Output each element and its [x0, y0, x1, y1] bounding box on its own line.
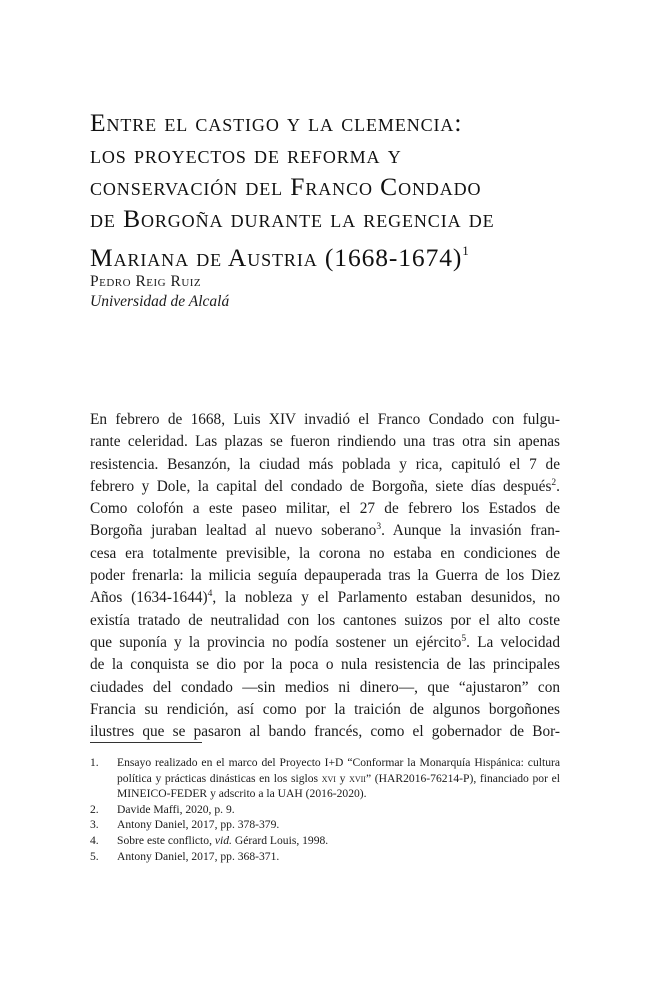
- body-line: ilustres que se pasaron al bando francés, como el gobernador de Bor-: [90, 723, 560, 741]
- body-line: En febrero de 1668, Luis XIV invadió el Franco Condado con fulgu-: [90, 411, 560, 428]
- footnote-ref[interactable]: 5: [461, 633, 467, 644]
- body-line: [90, 520, 560, 542]
- body-line: resistencia. Besanzón, la ciudad más poblada y rica, capituló el 7 de: [90, 455, 560, 473]
- body-line: rante celeridad. Las plazas se fueron rindiendo una tras otra sin apenas: [90, 433, 560, 451]
- body-line: de la conquista se dio por la poca o nula resistencia de las principales: [90, 656, 560, 674]
- footnote: [90, 802, 560, 818]
- author-affiliation: Universidad de Alcalá: [90, 293, 230, 310]
- body-line: poder frenarla: la milicia seguía depauperada tras la Guerra de los Diez: [90, 567, 560, 585]
- body-text-segment: . La velocidad: [466, 633, 560, 651]
- footnote: [90, 817, 560, 833]
- footnote-text: [117, 833, 560, 849]
- footnote-text-segment: Ensayo realizado en el marco del Proyecto I+D “Conformar la Monarquía Hispánica: cultura política y prácticas dinásticas en los siglos: [117, 756, 560, 785]
- footnote-ref[interactable]: 2: [551, 477, 557, 488]
- footnote-text: Davide Maffi, 2020, p. 9.: [117, 802, 235, 816]
- body-line: cesa era totalmente previsible, la corona no estaba en condiciones de: [90, 544, 560, 562]
- footnote: [90, 755, 560, 802]
- body-text-segment: .: [556, 477, 560, 495]
- body-text-segment: Borgoña juraban lealtad al nuevo soberano: [90, 522, 377, 540]
- title-line: de Borgoña durante la regencia de: [90, 204, 495, 233]
- footnotes: [90, 755, 560, 864]
- footnote-number: 4.: [90, 833, 99, 847]
- footnote-number: 5.: [90, 849, 99, 863]
- body-text-segment: febrero y Dole, la capital del condado de Borgoña, siete días después: [90, 477, 552, 495]
- footnote-text-segment: Sobre este conflicto,: [117, 833, 215, 847]
- footnote-text: [117, 755, 560, 802]
- footnote-number: 2.: [90, 802, 99, 816]
- footnote-text-segment: ” (HAR2016-76214-P), financiado por el MINEICO-FEDER y adscrito a la UAH (2016-2020).: [117, 771, 560, 801]
- author-name: Pedro Reig Ruiz: [90, 273, 202, 290]
- body-paragraph: [90, 409, 560, 743]
- footnote-text-segment: Gérard Louis, 1998.: [231, 833, 329, 847]
- body-line: existía tratado de neutralidad con los cantones suizos por el alto coste: [90, 611, 560, 629]
- century-numeral: xvi: [321, 771, 336, 785]
- title-line: [90, 235, 570, 274]
- article-title: [90, 107, 570, 274]
- footnote: [90, 833, 560, 849]
- title-footnote-mark[interactable]: 1: [462, 243, 469, 258]
- footnote-separator: [90, 742, 202, 743]
- body-line: ciudades del condado —sin medios ni dinero—, que “ajustaron” con: [90, 678, 560, 696]
- footnote-ref[interactable]: 4: [207, 589, 213, 600]
- title-line: Entre el castigo y la clemencia:: [90, 108, 463, 137]
- footnote-number: 1.: [90, 756, 99, 769]
- body-line: [90, 476, 560, 498]
- body-text-segment: . Aunque la invasión fran-: [381, 522, 560, 540]
- footnote-text-segment: y: [335, 771, 350, 785]
- footnote-italic: vid.: [214, 833, 232, 847]
- title-line: los proyectos de reforma y: [90, 140, 402, 169]
- body-text-segment: , la nobleza y el Parlamento estaban desunidos, no: [212, 589, 560, 607]
- body-line: Como colofón a este paseo militar, el 27 de febrero los Estados de: [90, 500, 560, 518]
- title-line: conservación del Franco Condado: [90, 172, 482, 201]
- title-text: Mariana de Austria (1668-1674): [90, 243, 463, 272]
- century-numeral: xvii: [349, 771, 366, 785]
- body-text-segment: que suponía y la provincia no podía sostener un ejército: [90, 633, 462, 651]
- footnote-number: 3.: [90, 818, 99, 832]
- body-line: [90, 632, 560, 654]
- body-line: Francia su rendición, así como por la traición de algunos borgoñones: [90, 700, 560, 718]
- footnote: [90, 849, 560, 865]
- footnote-text: Antony Daniel, 2017, pp. 378-379.: [117, 818, 280, 832]
- body-text-segment: Años (1634-1644): [90, 589, 208, 607]
- body-line: [90, 587, 560, 609]
- footnote-ref[interactable]: 3: [376, 522, 382, 533]
- author-block: [90, 272, 229, 312]
- footnote-text: Antony Daniel, 2017, pp. 368-371.: [117, 849, 280, 863]
